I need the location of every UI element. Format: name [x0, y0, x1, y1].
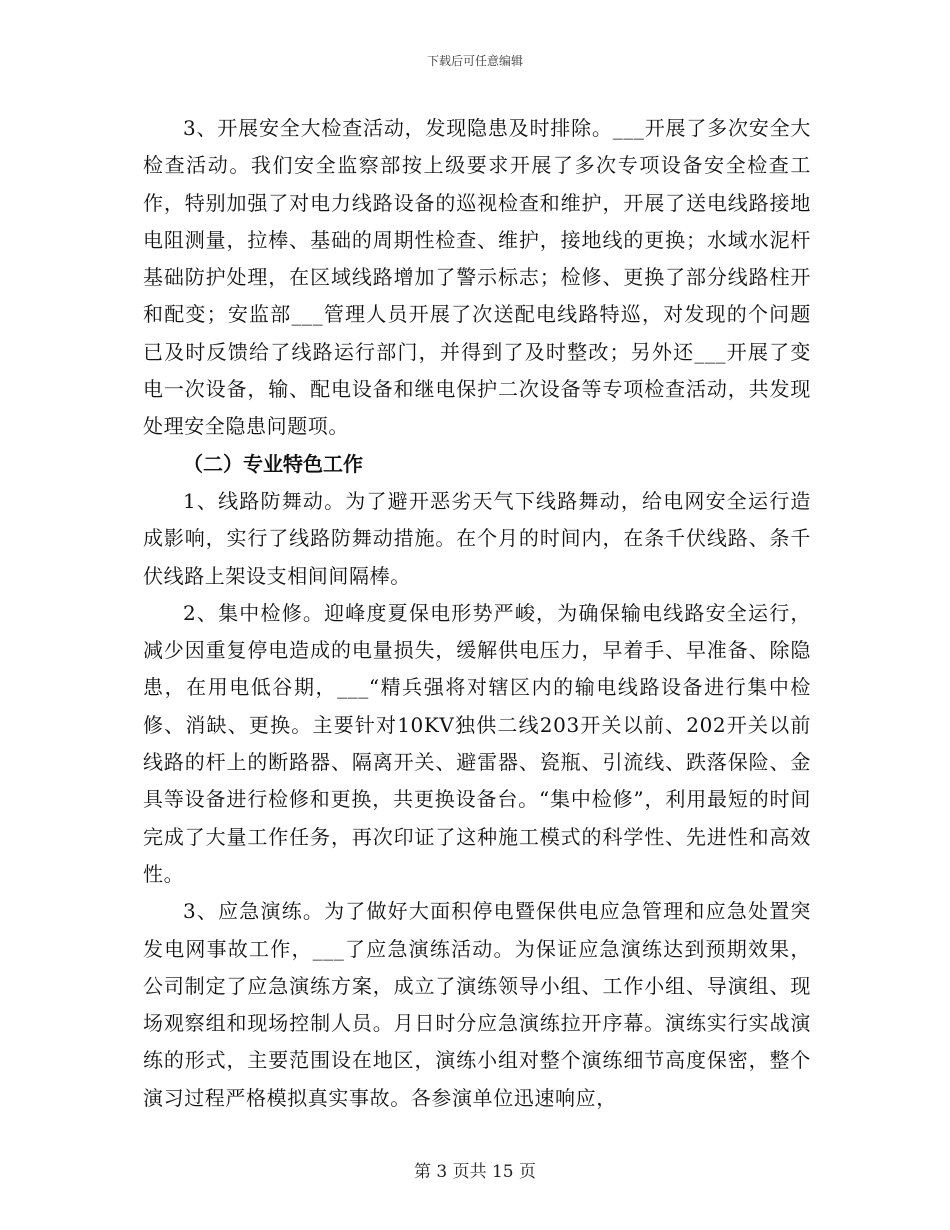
paragraph-centralized-maintenance: 2、集中检修。迎峰度夏保电形势严峻，为确保输电线路安全运行，减少因重复停电造成的电量损失，缓解供电压力，早着手、早准备、除隐患，在用电低谷期，___“精兵强将对辖区内的输电线路设备进行集中检修、消缺、更换。主要针对10KV独供二线203开关以前、202开关以前线路的杆上的断路器、隔离开关、避雷器、瓷瓶、引流线、跌落保险、金具等设备进行检修和更换，共更换设备台。“集中检修”，利用最短的时间完成了大量工作任务，再次印证了这种施工模式的科学性、先进性和高效性。 [143, 600, 811, 886]
paragraph-anti-galloping: 1、线路防舞动。为了避开恶劣天气下线路舞动，给电网安全运行造成影响，实行了线路防舞动措施。在个月的时间内，在条千伏线路、条千伏线路上架设支相间间隔棒。 [143, 488, 811, 588]
document-body [143, 110, 811, 1117]
page-header: 下载后可任意编辑 [426, 54, 523, 68]
section-heading-special-work: （二）专业特色工作 [183, 451, 363, 476]
page-footer: 第 3 页共 15 页 [413, 1162, 537, 1182]
paragraph-safety-inspection: 3、开展安全大检查活动，发现隐患及时排除。___开展了多次安全大检查活动。我们安全监察部按上级要求开展了多次专项设备安全检查工作，特别加强了对电力线路设备的巡视检查和维护，开展了送电线路接地电阻测量，拉棒、基础的周期性检查、维护，接地线的更换；水域水泥杆基础防护处理，在区域线路增加了警示标志；检修、更换了部分线路柱开和配变；安监部___管理人员开展了次送配电线路特巡，对发现的个问题已及时反馈给了线路运行部门，并得到了及时整改；另外还___开展了变电一次设备，输、配电设备和继电保护二次设备等专项检查活动，共发现处理安全隐患问题项。 [143, 116, 811, 439]
paragraph-emergency-drill: 3、应急演练。为了做好大面积停电暨保供电应急管理和应急处置突发电网事故工作，___了应急演练活动。为保证应急演练达到预期效果，公司制定了应急演练方案，成立了演练领导小组、工作小组、导演组、现场观察组和现场控制人员。月日时分应急演练拉开序幕。演练实行实战演练的形式，主要范围设在地区，演练小组对整个演练细节高度保密，整个演习过程严格模拟真实事故。各参演单位迅速响应， [143, 899, 811, 1110]
